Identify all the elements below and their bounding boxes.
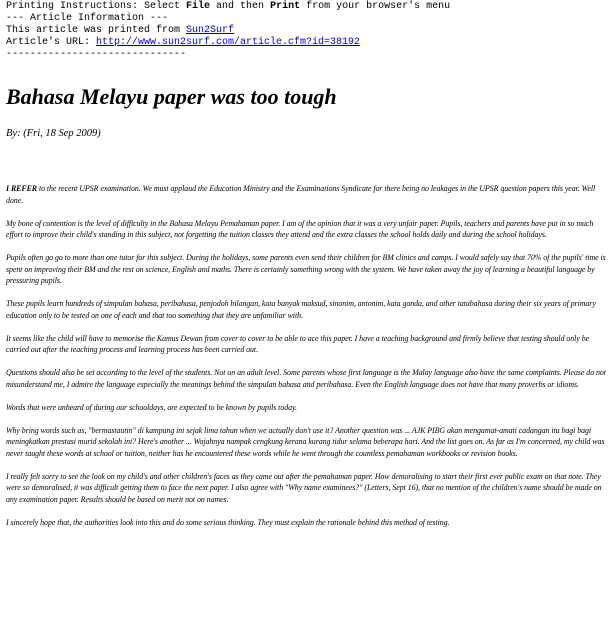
article-paragraph-1 <box>6 183 606 206</box>
article-url-line <box>6 37 604 49</box>
article-paragraph-6: Questions should also be set according to the level of the students. Not on an adult level. Some parents whose first language is the Malay language also have the same complaints. Please do not misunderstand me, I admire the language especially the meanings behind the simpulan bahasa and peribahasa. Even the English language does not have that many proverbs or idioms. <box>6 368 606 389</box>
lead-bold-text: I REFER <box>6 184 38 193</box>
source-site-link[interactable]: Sun2Surf <box>186 25 235 36</box>
file-menu-label: File <box>186 1 211 12</box>
article-paragraph-10: I sincerely hope that, the authorities look into this and do some serious thinking. They must explain the rationale behind this method of testing. <box>6 517 450 527</box>
print-header <box>6 1 604 61</box>
instructions-text: Printing Instructions: Select <box>6 1 187 12</box>
article-byline: By: (Fri, 18 Sep 2009) <box>6 128 101 139</box>
article-paragraph-5: It seems like the child will have to memorise the Kamus Dewan from cover to cover to be able to ace this paper. I have a teaching background and firmly believe that testing should only be carried out after the teaching process and learning process has been carried out. <box>6 333 590 354</box>
printed-from-label: This article was printed from <box>6 25 187 36</box>
article-body <box>6 183 606 540</box>
article-paragraph-8: Why bring words such as, "bermastautin" di kampung ini sejak lima tahun when we actually don't use it? Another question was ... AJK PIBG akan mengamat-amati cadangan itu bagi bagi meningkatkan prestasi murid sekolah ini? Here's another ... Wajahnya nampak cengkung kerana kurang tidur selama beberapa hari. And the list goes on. As far as I'm concerned, my child was never taught these words at school or tuition, neither has he encountered these words while he went through the countless pemahaman workbooks or revision books. <box>6 425 605 458</box>
lead-text: to the recent UPSR examination. We must applaud the Education Ministry and the Examinations Syndicate for there being no leakages in the UPSR question papers this year. Well done. <box>6 184 596 205</box>
article-paragraph-2: My bone of contention is the level of difficulty in the Bahasa Melayu Pemahaman paper. I am of the opinion that it was a very unfair paper. Pupils, teachers and parents have put in so much effort to improve their child's standing in this subject, not forgetting the tuition classes they attend and the extra classes the school holds daily and during the school holidays. <box>6 218 594 239</box>
instructions-text-end: from your browser's menu <box>300 1 451 12</box>
header-divider: ------------------------------ <box>6 49 187 60</box>
article-paragraph-9: I really felt sorry to see the look on my child's and other children's faces as they came out after the pemahaman paper. How demoralising to start their first ever public exam on that note. They were so demoralised, it was difficult getting them to face the next paper. I also agree with "Why name examinees?" (Letters, Sept 16), that no mention of the children's name should be made on any examination paper. Results should be based on merit not on names. <box>6 471 602 504</box>
instructions-text-mid: and then <box>210 1 271 12</box>
article-title: Bahasa Melayu paper was too tough <box>6 84 337 109</box>
printed-from-line <box>6 25 604 37</box>
article-info-heading: --- Article Information --- <box>6 13 169 24</box>
article-url-link[interactable]: http://www.sun2surf.com/article.cfm?id=38192 <box>96 37 361 48</box>
article-paragraph-3: Pupils often go go to more than one tutor for this subject. During the holidays, some parents even send their children for BM clinics and camps. I would safely say that 70% of the pupils' time is spent on improving their BM and the rest on science, English and maths. There is certainly something wrong with the system. We have taken away the joy of learning a beautiful language by pressuring pupils. <box>6 253 606 285</box>
article-paragraph-4: These pupils learn hundreds of simpulan bahasa, peribahasa, penjodoh bilangan, kata banyak maksud, sinonim, antonim, kata ganda, and other tatabahasa during their six years of primary education only to be tested on one of each and that too something that they are unfamiliar with. <box>6 299 596 320</box>
article-url-label: Article's URL: <box>6 37 97 48</box>
printing-instructions <box>6 1 604 13</box>
article-paragraph-7: Words that were unheard of during our schooldays, are expected to be known by pupils today. <box>6 402 297 412</box>
print-menu-label: Print <box>270 1 301 12</box>
